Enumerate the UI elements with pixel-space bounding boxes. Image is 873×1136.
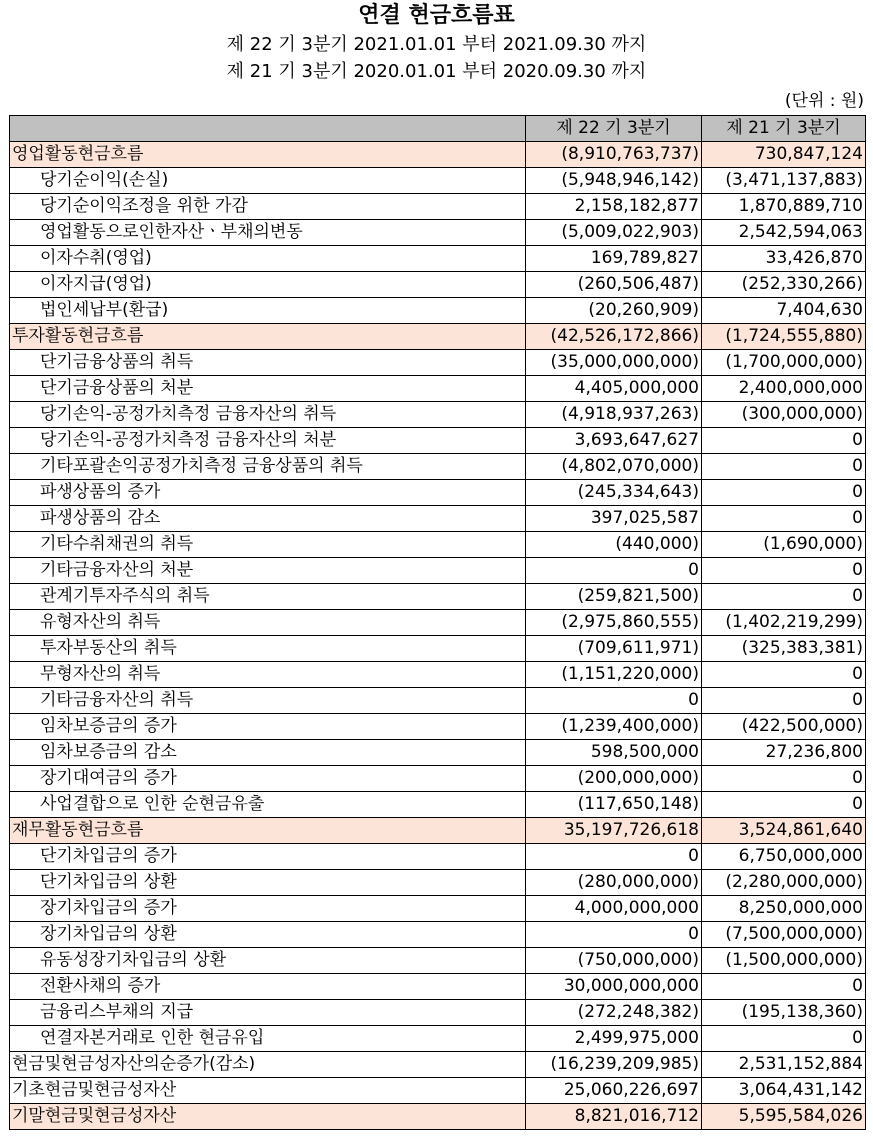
row-value-prior: 8,250,000,000 <box>702 896 866 922</box>
row-value-prior: 0 <box>702 792 866 818</box>
row-value-current: 0 <box>526 558 702 584</box>
row-value-prior: (422,500,000) <box>702 714 866 740</box>
row-label: 법인세납부(환급) <box>10 298 526 324</box>
row-value-current: (260,506,487) <box>526 272 702 298</box>
row-value-current: (272,248,382) <box>526 1000 702 1026</box>
row-value-prior: 0 <box>702 428 866 454</box>
row-label: 이자수취(영업) <box>10 246 526 272</box>
table-row <box>10 636 866 662</box>
row-value-prior: 0 <box>702 766 866 792</box>
row-value-prior: 3,064,431,142 <box>702 1078 866 1104</box>
row-label: 기말현금및현금성자산 <box>10 1104 526 1130</box>
row-value-prior: 3,524,861,640 <box>702 818 866 844</box>
row-value-prior: 0 <box>702 454 866 480</box>
row-value-prior: 5,595,584,026 <box>702 1104 866 1130</box>
row-value-current: (20,260,909) <box>526 298 702 324</box>
row-label: 전환사채의 증가 <box>10 974 526 1000</box>
table-row <box>10 662 866 688</box>
row-value-prior: 730,847,124 <box>702 142 866 168</box>
row-value-current: (1,151,220,000) <box>526 662 702 688</box>
row-value-current: (1,239,400,000) <box>526 714 702 740</box>
row-value-current: 169,789,827 <box>526 246 702 272</box>
row-label: 기타금융자산의 취득 <box>10 688 526 714</box>
row-value-prior: 27,236,800 <box>702 740 866 766</box>
row-value-current: 30,000,000,000 <box>526 974 702 1000</box>
statement-title: 연결 현금흐름표 <box>358 3 515 28</box>
row-value-current: (280,000,000) <box>526 870 702 896</box>
row-value-current: (440,000) <box>526 532 702 558</box>
row-label: 기타포괄손익공정가치측정 금융상품의 취득 <box>10 454 526 480</box>
row-value-prior: 0 <box>702 688 866 714</box>
row-label: 장기차입금의 상환 <box>10 922 526 948</box>
table-row <box>10 324 866 350</box>
table-row <box>10 142 866 168</box>
row-label: 영업활동현금흐름 <box>10 142 526 168</box>
row-value-prior: 2,542,594,063 <box>702 220 866 246</box>
row-value-prior: (1,500,000,000) <box>702 948 866 974</box>
row-value-prior: 1,870,889,710 <box>702 194 866 220</box>
row-value-prior: (300,000,000) <box>702 402 866 428</box>
row-value-current: (117,650,148) <box>526 792 702 818</box>
row-value-prior: 0 <box>702 506 866 532</box>
table-row <box>10 246 866 272</box>
row-value-current: 2,499,975,000 <box>526 1026 702 1052</box>
row-value-prior: (1,690,000) <box>702 532 866 558</box>
row-value-prior: (1,402,219,299) <box>702 610 866 636</box>
row-label: 당기순이익(손실) <box>10 168 526 194</box>
column-header-current: 제 22 기 3분기 <box>526 116 702 142</box>
row-label: 영업활동으로인한자산ㆍ부채의변동 <box>10 220 526 246</box>
row-label: 유동성장기차입금의 상환 <box>10 948 526 974</box>
row-label: 단기금융상품의 취득 <box>10 350 526 376</box>
table-row <box>10 506 866 532</box>
row-label: 당기손익-공정가치측정 금융자산의 취득 <box>10 402 526 428</box>
table-row <box>10 1078 866 1104</box>
row-value-current: 4,000,000,000 <box>526 896 702 922</box>
table-row <box>10 766 866 792</box>
table-row <box>10 610 866 636</box>
row-value-current: (5,948,946,142) <box>526 168 702 194</box>
row-label: 현금및현금성자산의순증가(감소) <box>10 1052 526 1078</box>
table-row <box>10 896 866 922</box>
row-value-prior: (325,383,381) <box>702 636 866 662</box>
table-row <box>10 1000 866 1026</box>
row-label: 파생상품의 증가 <box>10 480 526 506</box>
row-value-prior: (195,138,360) <box>702 1000 866 1026</box>
table-row <box>10 948 866 974</box>
row-value-current: (200,000,000) <box>526 766 702 792</box>
table-row <box>10 714 866 740</box>
row-value-prior: (3,471,137,883) <box>702 168 866 194</box>
table-row <box>10 740 866 766</box>
table-row <box>10 870 866 896</box>
table-row <box>10 1104 866 1130</box>
table-row <box>10 558 866 584</box>
row-value-prior: (1,700,000,000) <box>702 350 866 376</box>
row-value-current: 4,405,000,000 <box>526 376 702 402</box>
table-row <box>10 376 866 402</box>
row-value-current: 3,693,647,627 <box>526 428 702 454</box>
row-value-current: (709,611,971) <box>526 636 702 662</box>
row-value-prior: 0 <box>702 1026 866 1052</box>
row-label: 당기손익-공정가치측정 금융자산의 처분 <box>10 428 526 454</box>
row-value-current: 25,060,226,697 <box>526 1078 702 1104</box>
row-value-current: (2,975,860,555) <box>526 610 702 636</box>
row-value-prior: 0 <box>702 974 866 1000</box>
column-header-label <box>10 116 526 142</box>
row-value-prior: 7,404,630 <box>702 298 866 324</box>
cash-flow-table <box>9 115 866 1130</box>
row-label: 장기대여금의 증가 <box>10 766 526 792</box>
row-value-current: 397,025,587 <box>526 506 702 532</box>
row-value-current: 35,197,726,618 <box>526 818 702 844</box>
row-value-current: (245,334,643) <box>526 480 702 506</box>
row-label: 단기차입금의 증가 <box>10 844 526 870</box>
row-value-current: (8,910,763,737) <box>526 142 702 168</box>
row-label: 재무활동현금흐름 <box>10 818 526 844</box>
row-label: 무형자산의 취득 <box>10 662 526 688</box>
table-header-row <box>10 116 866 142</box>
row-label: 연결자본거래로 인한 현금유입 <box>10 1026 526 1052</box>
row-value-prior: 0 <box>702 480 866 506</box>
row-label: 장기차입금의 증가 <box>10 896 526 922</box>
row-value-prior: 2,531,152,884 <box>702 1052 866 1078</box>
row-value-current: 8,821,016,712 <box>526 1104 702 1130</box>
table-row <box>10 428 866 454</box>
table-row <box>10 688 866 714</box>
row-value-current: (4,802,070,000) <box>526 454 702 480</box>
row-label: 임차보증금의 증가 <box>10 714 526 740</box>
table-row <box>10 402 866 428</box>
row-value-current: 0 <box>526 844 702 870</box>
row-label: 임차보증금의 감소 <box>10 740 526 766</box>
row-value-current: (4,918,937,263) <box>526 402 702 428</box>
row-value-current: (16,239,209,985) <box>526 1052 702 1078</box>
table-row <box>10 194 866 220</box>
row-value-prior: 33,426,870 <box>702 246 866 272</box>
table-row <box>10 350 866 376</box>
row-label: 기타금융자산의 처분 <box>10 558 526 584</box>
row-value-prior: 2,400,000,000 <box>702 376 866 402</box>
table-row <box>10 168 866 194</box>
row-label: 기타수취채권의 취득 <box>10 532 526 558</box>
row-label: 사업결합으로 인한 순현금유출 <box>10 792 526 818</box>
row-label: 단기금융상품의 처분 <box>10 376 526 402</box>
row-label: 이자지급(영업) <box>10 272 526 298</box>
table-row <box>10 1052 866 1078</box>
row-value-current: (5,009,022,903) <box>526 220 702 246</box>
table-row <box>10 844 866 870</box>
row-value-current: (42,526,172,866) <box>526 324 702 350</box>
table-row <box>10 454 866 480</box>
table-row <box>10 922 866 948</box>
period-current: 제 22 기 3분기 2021.01.01 부터 2021.09.30 까지 <box>226 34 647 55</box>
row-value-prior: (2,280,000,000) <box>702 870 866 896</box>
row-value-current: (35,000,000,000) <box>526 350 702 376</box>
unit-label: (단위 : 원) <box>784 91 864 111</box>
column-header-prior: 제 21 기 3분기 <box>702 116 866 142</box>
table-row <box>10 220 866 246</box>
row-value-current: (259,821,500) <box>526 584 702 610</box>
period-prior: 제 21 기 3분기 2020.01.01 부터 2020.09.30 까지 <box>226 61 647 82</box>
row-value-current: 0 <box>526 688 702 714</box>
row-label: 기초현금및현금성자산 <box>10 1078 526 1104</box>
row-label: 관계기투자주식의 취득 <box>10 584 526 610</box>
row-value-prior: 0 <box>702 558 866 584</box>
table-row <box>10 1026 866 1052</box>
row-value-prior: 0 <box>702 584 866 610</box>
table-row <box>10 974 866 1000</box>
table-row <box>10 584 866 610</box>
row-value-current: 2,158,182,877 <box>526 194 702 220</box>
table-row <box>10 532 866 558</box>
table-row <box>10 792 866 818</box>
row-label: 금융리스부채의 지급 <box>10 1000 526 1026</box>
row-value-prior: (252,330,266) <box>702 272 866 298</box>
row-value-current: 0 <box>526 922 702 948</box>
row-value-prior: 0 <box>702 662 866 688</box>
row-value-prior: (7,500,000,000) <box>702 922 866 948</box>
table-row <box>10 298 866 324</box>
row-label: 유형자산의 취득 <box>10 610 526 636</box>
row-label: 당기순이익조정을 위한 가감 <box>10 194 526 220</box>
table-row <box>10 480 866 506</box>
row-value-current: 598,500,000 <box>526 740 702 766</box>
row-value-prior: (1,724,555,880) <box>702 324 866 350</box>
row-label: 파생상품의 감소 <box>10 506 526 532</box>
row-label: 투자부동산의 취득 <box>10 636 526 662</box>
row-label: 투자활동현금흐름 <box>10 324 526 350</box>
row-value-prior: 6,750,000,000 <box>702 844 866 870</box>
table-row <box>10 818 866 844</box>
table-row <box>10 272 866 298</box>
row-value-current: (750,000,000) <box>526 948 702 974</box>
row-label: 단기차입금의 상환 <box>10 870 526 896</box>
